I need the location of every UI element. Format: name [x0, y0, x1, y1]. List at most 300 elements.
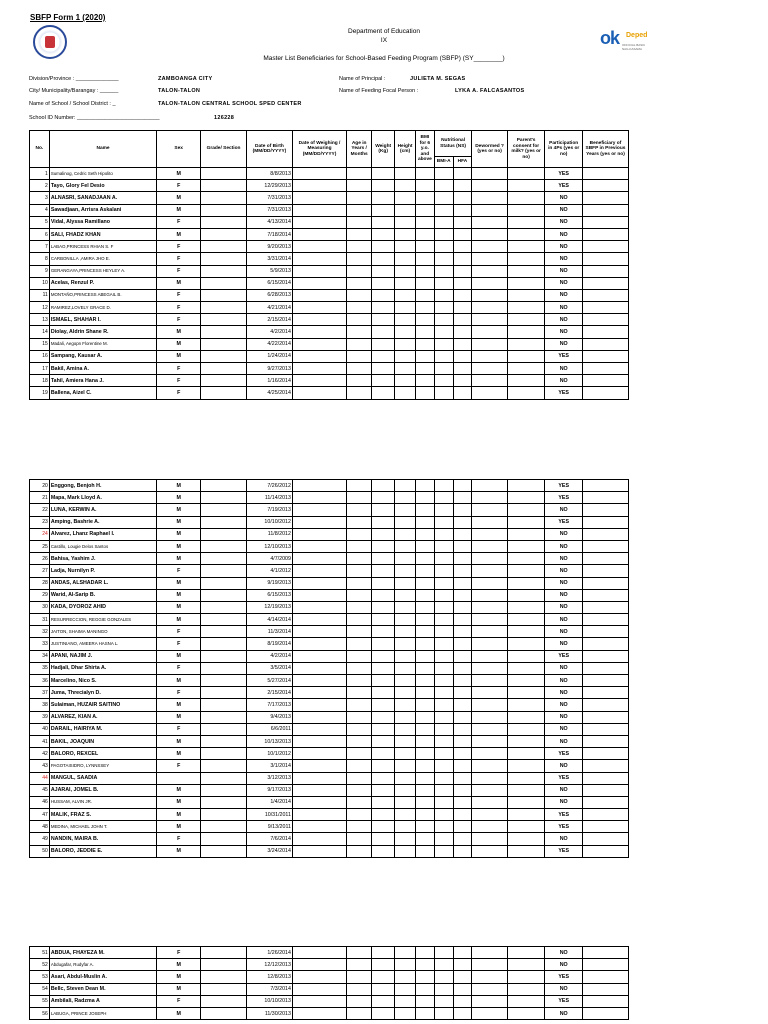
cell-no: 19	[30, 387, 50, 399]
table-row	[30, 833, 629, 845]
cell-height	[395, 662, 416, 674]
cell-dob: 7/17/2013	[247, 699, 293, 711]
cell-weighing	[292, 947, 346, 959]
cell-fourps: NO	[545, 983, 583, 995]
cell-age	[347, 241, 372, 253]
cell-name: DARAIL, HAIRIYA M.	[49, 723, 156, 735]
header-ns: Nutritional Status (NS)	[434, 131, 472, 157]
cell-hfa	[453, 821, 472, 833]
cell-weighing	[292, 735, 346, 747]
table-row	[30, 809, 629, 821]
cell-grade	[201, 338, 247, 350]
cell-name: Amping, Bashrie A.	[49, 516, 156, 528]
cell-hfa	[453, 650, 472, 662]
cell-no: 45	[30, 784, 50, 796]
cell-name: Mapa, Mark Lloyd A.	[49, 492, 156, 504]
cell-weighing	[292, 553, 346, 565]
cell-bmi	[416, 277, 435, 289]
cell-dewormed	[472, 253, 507, 265]
cell-dewormed	[472, 947, 507, 959]
cell-weight	[372, 626, 395, 638]
cell-bmi_a	[434, 565, 453, 577]
cell-consent	[507, 959, 545, 971]
cell-hfa	[453, 168, 472, 180]
cell-consent	[507, 302, 545, 314]
cell-bmi	[416, 577, 435, 589]
cell-prev	[582, 760, 628, 772]
cell-bmi_a	[434, 228, 453, 240]
header-weighing: Date of Weighing / Measuring (MM/DD/YYYY)	[292, 131, 346, 168]
table-row	[30, 492, 629, 504]
cell-age	[347, 350, 372, 362]
table-row	[30, 772, 629, 784]
cell-bmi_a	[434, 687, 453, 699]
cell-weighing	[292, 845, 346, 857]
cell-bmi	[416, 809, 435, 821]
cell-bmi_a	[434, 528, 453, 540]
cell-bmi_a	[434, 480, 453, 492]
cell-bmi	[416, 565, 435, 577]
cell-height	[395, 748, 416, 760]
cell-sex: M	[157, 553, 201, 565]
cell-sex: F	[157, 662, 201, 674]
cell-dewormed	[472, 650, 507, 662]
cell-weight	[372, 277, 395, 289]
cell-grade	[201, 833, 247, 845]
cell-height	[395, 540, 416, 552]
cell-name: Warid, Al-Sarip B.	[49, 589, 156, 601]
cell-no: 23	[30, 516, 50, 528]
cell-prev	[582, 528, 628, 540]
logo-text: ok	[600, 28, 620, 48]
cell-hfa	[453, 760, 472, 772]
cell-consent	[507, 375, 545, 387]
cell-height	[395, 601, 416, 613]
master-list-table-3	[29, 946, 629, 1020]
cell-no: 51	[30, 947, 50, 959]
cell-no: 8	[30, 253, 50, 265]
cell-prev	[582, 192, 628, 204]
master-list-table-1	[29, 130, 629, 400]
cell-no: 46	[30, 796, 50, 808]
cell-bmi	[416, 302, 435, 314]
cell-weighing	[292, 168, 346, 180]
cell-weight	[372, 577, 395, 589]
focal-person-value: LYKA A. FALCASANTOS	[455, 88, 525, 94]
cell-bmi_a	[434, 314, 453, 326]
school-value: TALON-TALON CENTRAL SCHOOL SPED CENTER	[158, 101, 302, 107]
cell-consent	[507, 601, 545, 613]
cell-prev	[582, 699, 628, 711]
cell-fourps: NO	[545, 241, 583, 253]
cell-weight	[372, 228, 395, 240]
cell-bmi	[416, 180, 435, 192]
cell-name: Ladja, Nurnilyn P.	[49, 565, 156, 577]
cell-bmi	[416, 748, 435, 760]
cell-prev	[582, 601, 628, 613]
cell-prev	[582, 711, 628, 723]
cell-dewormed	[472, 845, 507, 857]
cell-height	[395, 1007, 416, 1019]
cell-dewormed	[472, 748, 507, 760]
cell-bmi	[416, 971, 435, 983]
header-age: Age in Years / Months	[347, 131, 372, 168]
cell-hfa	[453, 687, 472, 699]
cell-dob: 7/31/2013	[247, 204, 293, 216]
cell-consent	[507, 241, 545, 253]
cell-no: 56	[30, 1007, 50, 1019]
cell-hfa	[453, 589, 472, 601]
cell-dewormed	[472, 995, 507, 1007]
cell-sex: M	[157, 971, 201, 983]
cell-height	[395, 375, 416, 387]
cell-name: Ballena, Aizel C.	[49, 387, 156, 399]
cell-weight	[372, 821, 395, 833]
cell-grade	[201, 289, 247, 301]
cell-age	[347, 971, 372, 983]
cell-prev	[582, 735, 628, 747]
cell-weighing	[292, 1007, 346, 1019]
cell-prev	[582, 983, 628, 995]
cell-weighing	[292, 253, 346, 265]
cell-sex: M	[157, 504, 201, 516]
cell-fourps: NO	[545, 1007, 583, 1019]
header-no: No.	[30, 131, 50, 168]
cell-fourps: NO	[545, 204, 583, 216]
cell-consent	[507, 735, 545, 747]
cell-name: Diolay, Aldrin Shane R.	[49, 326, 156, 338]
cell-dewormed	[472, 516, 507, 528]
cell-age	[347, 289, 372, 301]
cell-weighing	[292, 983, 346, 995]
ok-deped-logo-icon	[600, 28, 652, 50]
cell-fourps: NO	[545, 504, 583, 516]
cell-grade	[201, 760, 247, 772]
cell-sex: M	[157, 796, 201, 808]
cell-height	[395, 387, 416, 399]
cell-dewormed	[472, 723, 507, 735]
cell-prev	[582, 947, 628, 959]
cell-fourps: NO	[545, 277, 583, 289]
cell-consent	[507, 577, 545, 589]
cell-name: Alvarez, Lhanz Raphael I.	[49, 528, 156, 540]
cell-height	[395, 959, 416, 971]
cell-hfa	[453, 626, 472, 638]
cell-dewormed	[472, 387, 507, 399]
cell-prev	[582, 971, 628, 983]
cell-height	[395, 796, 416, 808]
cell-bmi_a	[434, 760, 453, 772]
cell-grade	[201, 540, 247, 552]
cell-bmi_a	[434, 492, 453, 504]
cell-name: ISMAEL, SHAHAR I.	[49, 314, 156, 326]
cell-age	[347, 983, 372, 995]
table-row	[30, 959, 629, 971]
cell-age	[347, 363, 372, 375]
cell-height	[395, 845, 416, 857]
cell-hfa	[453, 553, 472, 565]
cell-age	[347, 833, 372, 845]
cell-weight	[372, 959, 395, 971]
cell-weight	[372, 363, 395, 375]
cell-name: JUSTINIANO, AMEERA HASNA L.	[49, 638, 156, 650]
cell-consent	[507, 553, 545, 565]
cell-prev	[582, 675, 628, 687]
cell-age	[347, 772, 372, 784]
cell-dob: 4/13/2014	[247, 216, 293, 228]
cell-sex: F	[157, 265, 201, 277]
cell-name: JAITON, SHAIMA MANINGO	[49, 626, 156, 638]
cell-no: 42	[30, 748, 50, 760]
cell-prev	[582, 350, 628, 362]
cell-grade	[201, 711, 247, 723]
cell-weight	[372, 180, 395, 192]
cell-weighing	[292, 650, 346, 662]
cell-height	[395, 528, 416, 540]
cell-no: 34	[30, 650, 50, 662]
cell-consent	[507, 626, 545, 638]
cell-sex: M	[157, 192, 201, 204]
cell-sex: M	[157, 845, 201, 857]
cell-bmi	[416, 1007, 435, 1019]
cell-dewormed	[472, 821, 507, 833]
table-row	[30, 589, 629, 601]
table-row	[30, 516, 629, 528]
cell-bmi_a	[434, 577, 453, 589]
cell-dob: 4/22/2014	[247, 338, 293, 350]
cell-bmi	[416, 845, 435, 857]
cell-no: 16	[30, 350, 50, 362]
cell-age	[347, 204, 372, 216]
cell-fourps: YES	[545, 845, 583, 857]
table-row	[30, 314, 629, 326]
cell-no: 10	[30, 277, 50, 289]
cell-grade	[201, 228, 247, 240]
cell-height	[395, 289, 416, 301]
cell-sex: M	[157, 168, 201, 180]
cell-prev	[582, 540, 628, 552]
cell-prev	[582, 748, 628, 760]
cell-no: 54	[30, 983, 50, 995]
cell-height	[395, 735, 416, 747]
table-row	[30, 711, 629, 723]
cell-weighing	[292, 699, 346, 711]
cell-age	[347, 638, 372, 650]
cell-hfa	[453, 516, 472, 528]
cell-dob: 12/19/2013	[247, 601, 293, 613]
table-row	[30, 228, 629, 240]
cell-bmi	[416, 192, 435, 204]
cell-bmi	[416, 216, 435, 228]
cell-sex: F	[157, 289, 201, 301]
cell-bmi	[416, 504, 435, 516]
cell-height	[395, 350, 416, 362]
cell-weight	[372, 553, 395, 565]
cell-age	[347, 821, 372, 833]
cell-bmi	[416, 265, 435, 277]
cell-weight	[372, 326, 395, 338]
cell-consent	[507, 589, 545, 601]
cell-bmi_a	[434, 375, 453, 387]
cell-no: 15	[30, 338, 50, 350]
cell-hfa	[453, 265, 472, 277]
cell-no: 1	[30, 168, 50, 180]
cell-age	[347, 947, 372, 959]
cell-fourps: YES	[545, 516, 583, 528]
cell-hfa	[453, 540, 472, 552]
cell-bmi	[416, 662, 435, 674]
cell-bmi_a	[434, 947, 453, 959]
cell-weighing	[292, 565, 346, 577]
cell-age	[347, 845, 372, 857]
cell-consent	[507, 253, 545, 265]
cell-weighing	[292, 821, 346, 833]
table-row	[30, 723, 629, 735]
cell-bmi	[416, 589, 435, 601]
cell-consent	[507, 662, 545, 674]
cell-no: 21	[30, 492, 50, 504]
cell-consent	[507, 204, 545, 216]
cell-bmi_a	[434, 277, 453, 289]
cell-bmi_a	[434, 216, 453, 228]
cell-grade	[201, 516, 247, 528]
cell-consent	[507, 504, 545, 516]
cell-dewormed	[472, 504, 507, 516]
cell-bmi	[416, 650, 435, 662]
cell-age	[347, 302, 372, 314]
cell-hfa	[453, 302, 472, 314]
cell-sex: M	[157, 1007, 201, 1019]
cell-fourps: NO	[545, 577, 583, 589]
table-row	[30, 699, 629, 711]
cell-prev	[582, 723, 628, 735]
cell-no: 32	[30, 626, 50, 638]
table-row	[30, 326, 629, 338]
cell-dewormed	[472, 971, 507, 983]
cell-fourps: YES	[545, 180, 583, 192]
cell-dob: 12/29/2013	[247, 180, 293, 192]
cell-no: 11	[30, 289, 50, 301]
table-row	[30, 784, 629, 796]
cell-age	[347, 650, 372, 662]
cell-fourps: NO	[545, 228, 583, 240]
cell-weighing	[292, 723, 346, 735]
cell-sex: F	[157, 363, 201, 375]
cell-name: ALNASRI, SANADJAAN A.	[49, 192, 156, 204]
table-row	[30, 760, 629, 772]
cell-dewormed	[472, 577, 507, 589]
cell-prev	[582, 168, 628, 180]
table-row	[30, 265, 629, 277]
cell-sex: M	[157, 228, 201, 240]
cell-weighing	[292, 589, 346, 601]
cell-consent	[507, 516, 545, 528]
cell-bmi_a	[434, 326, 453, 338]
cell-sex: M	[157, 614, 201, 626]
cell-no: 25	[30, 540, 50, 552]
cell-consent	[507, 228, 545, 240]
cell-fourps: YES	[545, 492, 583, 504]
cell-grade	[201, 577, 247, 589]
table-row	[30, 995, 629, 1007]
cell-prev	[582, 995, 628, 1007]
cell-no: 13	[30, 314, 50, 326]
cell-hfa	[453, 845, 472, 857]
cell-bmi_a	[434, 662, 453, 674]
cell-name: MEDINA, MICHAEL JOHN T.	[49, 821, 156, 833]
division-label: Division/Province : ______________	[29, 76, 119, 82]
logo-caption: OFFICIAL BASIC NAG-KASAMA	[622, 43, 646, 51]
cell-no: 48	[30, 821, 50, 833]
cell-dewormed	[472, 314, 507, 326]
cell-no: 37	[30, 687, 50, 699]
cell-dob: 2/15/2014	[247, 687, 293, 699]
cell-prev	[582, 1007, 628, 1019]
cell-weight	[372, 845, 395, 857]
cell-weight	[372, 601, 395, 613]
cell-weighing	[292, 711, 346, 723]
cell-dob: 4/14/2014	[247, 614, 293, 626]
cell-hfa	[453, 192, 472, 204]
cell-fourps: NO	[545, 553, 583, 565]
cell-weighing	[292, 687, 346, 699]
cell-prev	[582, 216, 628, 228]
cell-hfa	[453, 675, 472, 687]
header-grade: Grade/ Section	[201, 131, 247, 168]
cell-dob: 6/15/2014	[247, 277, 293, 289]
cell-weight	[372, 516, 395, 528]
cell-bmi	[416, 614, 435, 626]
focal-person-label: Name of Feeding Focal Person :	[339, 88, 419, 94]
cell-consent	[507, 947, 545, 959]
cell-height	[395, 821, 416, 833]
cell-name: RAMIREZ,LOVELY GRACE D.	[49, 302, 156, 314]
cell-grade	[201, 589, 247, 601]
cell-weighing	[292, 204, 346, 216]
cell-bmi_a	[434, 772, 453, 784]
cell-bmi	[416, 553, 435, 565]
cell-dewormed	[472, 614, 507, 626]
cell-weight	[372, 528, 395, 540]
cell-fourps: NO	[545, 253, 583, 265]
cell-consent	[507, 833, 545, 845]
cell-dob: 6/6/2011	[247, 723, 293, 735]
cell-dewormed	[472, 760, 507, 772]
cell-fourps: NO	[545, 289, 583, 301]
cell-height	[395, 492, 416, 504]
cell-sex: M	[157, 959, 201, 971]
cell-dewormed	[472, 565, 507, 577]
table-row	[30, 735, 629, 747]
cell-no: 30	[30, 601, 50, 613]
table-row	[30, 983, 629, 995]
cell-fourps: YES	[545, 772, 583, 784]
cell-grade	[201, 845, 247, 857]
cell-prev	[582, 687, 628, 699]
cell-consent	[507, 784, 545, 796]
cell-dob: 7/31/2013	[247, 192, 293, 204]
cell-height	[395, 947, 416, 959]
cell-dob: 11/14/2013	[247, 492, 293, 504]
table-row	[30, 650, 629, 662]
cell-name: Enggong, Benjoh H.	[49, 480, 156, 492]
cell-weighing	[292, 480, 346, 492]
cell-sex: M	[157, 492, 201, 504]
cell-age	[347, 253, 372, 265]
cell-weight	[372, 1007, 395, 1019]
cell-consent	[507, 821, 545, 833]
cell-fourps: NO	[545, 589, 583, 601]
